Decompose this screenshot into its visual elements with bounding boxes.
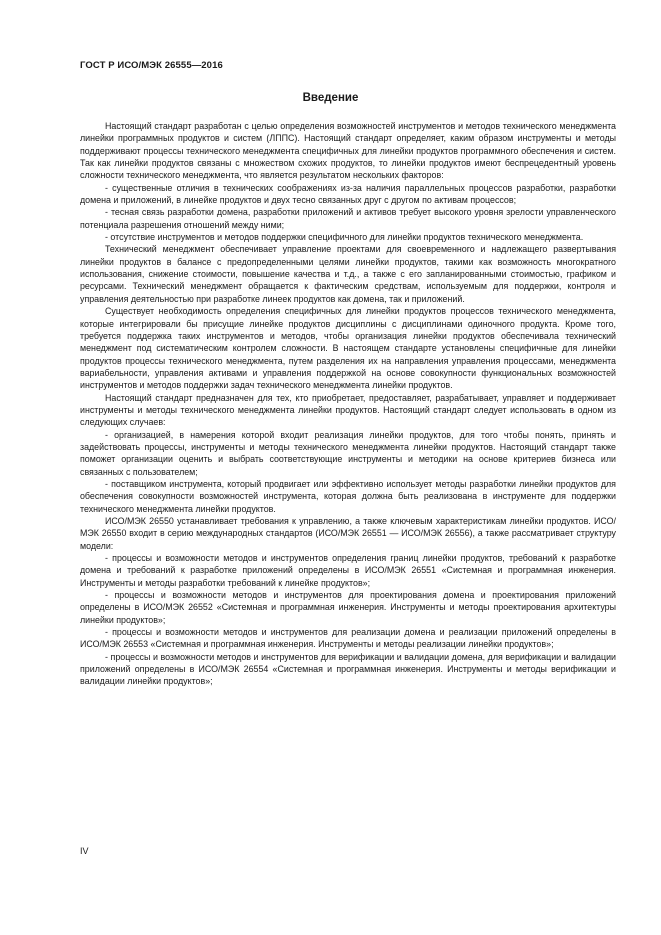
list-item: - процессы и возможности методов и инструментов для реализации домена и реализации приложений определены в ИСО/МЭК 26553 «Системная и программная инженерия. Инструменты и методы реализации линейки продуктов»; — [80, 627, 616, 650]
section-title: Введение — [302, 92, 359, 104]
paragraph: Существует необходимость определения специфичных для линейки продуктов процессов технического менеджмента, которые интегрировали бы присущие линейке продуктов дисциплины с дисциплинами одиночного продукта. Кроме того, требуется поддержка таких инструментов и методов, чтобы организация линейки продуктов обеспечивала технический менеджмент под систематическим контролем сложности. В настоящем стандарте установлены специфичные для линейки продуктов процессы технического менеджмента, путем разделения их на направления управления процессами, менеджмента вариабельности, управления активами и управления поддержкой на основе совокупности функциональных возможностей инструментов и методов поддержки задач технического менеджмента линейки продуктов. — [80, 306, 616, 391]
list-item: - организацией, в намерения которой входит реализация линейки продуктов, для того чтобы понять, принять и задействовать процессы, инструменты и методы технического менеджмента линейки продуктов. Настоящий стандарт также поможет организации оценить и выбрать соответствующие инструменты и методики на основе критериев бизнеса или связанных с пользователем; — [80, 429, 616, 477]
page-number: IV — [80, 846, 89, 856]
paragraph: Настоящий стандарт разработан с целью определения возможностей инструментов и методов технического менеджмента линейки программных продуктов и систем (ЛППС). Настоящий стандарт определяет, каким образом инструменты и методы поддерживают процессы технического менеджмента специфичных для линейки продуктов программного обеспечения и систем. Так как линейки продуктов связаны с множеством схожих продуктов, то линейки продуктов имеют беспрецедентный уровень сложности технического менеджмента, что является результатом нескольких факторов: — [80, 121, 616, 181]
list-item: - тесная связь разработки домена, разработки приложений и активов требует высокого уровня зрелости управленческого потенциала разрешения отношений между ними; — [80, 207, 616, 230]
paragraph: ИСО/МЭК 26550 устанавливает требования к управлению, а также ключевым характеристикам линейки продуктов. ИСО/МЭК 26550 входит в серию международных стандартов (ИСО/МЭК 26551 — ИСО/МЭК 26556), а также рассматривает структуру модели: — [80, 516, 616, 551]
paragraph: Настоящий стандарт предназначен для тех, кто приобретает, предоставляет, разрабатывает, управляет и поддерживает инструменты и методы технического менеджмента линейки продуктов. Настоящий стандарт следует использовать в одном из следующих случаев: — [80, 392, 616, 428]
body-text — [80, 120, 616, 688]
paragraph: Технический менеджмент обеспечивает управление проектами для своевременного и надлежащего развертывания линейки продуктов в балансе с предопределенными целями линейки продуктов, такими как возможность многократного использования, снижение стоимости, повышение качества и т.д., а также с его запланированными стоимостью, графиком и ресурсами. Технический менеджмент обращается к фактическим средствам, используемым для поддержки, контроля и управления деятельностью при разработке линеек продуктов как домена, так и приложений. — [80, 244, 616, 304]
list-item: - отсутствие инструментов и методов поддержки специфичного для линейки продуктов технического менеджмента. — [105, 232, 584, 243]
document-code-header: ГОСТ Р ИСО/МЭК 26555—2016 — [80, 60, 223, 71]
list-item: - процессы и возможности методов и инструментов для верификации и валидации домена, для верификации и валидации приложений определены в ИСО/МЭК 26554 «Системная и программная инженерия. Инструменты и методы верификации и валидации линейки продуктов»; — [80, 651, 616, 687]
list-item: - существенные отличия в технических соображениях из-за наличия параллельных процессов разработки, разработки домена и приложений, в линейке продуктов и двух тесно связанных друг с другом по активам процессов; — [80, 182, 616, 206]
list-item: - процессы и возможности методов и инструментов определения границ линейки продуктов, требований к разработке домена и требований к разработке приложений определены в ИСО/МЭК 26551 «Системная и программная инженерия. Инструменты и методы разработки требований к линейке продуктов»; — [80, 553, 616, 588]
list-item: - поставщиком инструмента, который продвигает или эффективно использует методы разработки линейки продуктов для обеспечения совокупности возможностей инструмента, которая должна быть реализована в инструменте для поддержки технического менеджмента линейки продуктов. — [80, 478, 616, 514]
list-item: - процессы и возможности методов и инструментов для проектирования домена и проектирования приложений определены в ИСО/МЭК 26552 «Системная и программная инженерия. Инструменты и методы проектирования архитектуры линейки продуктов»; — [80, 590, 616, 625]
